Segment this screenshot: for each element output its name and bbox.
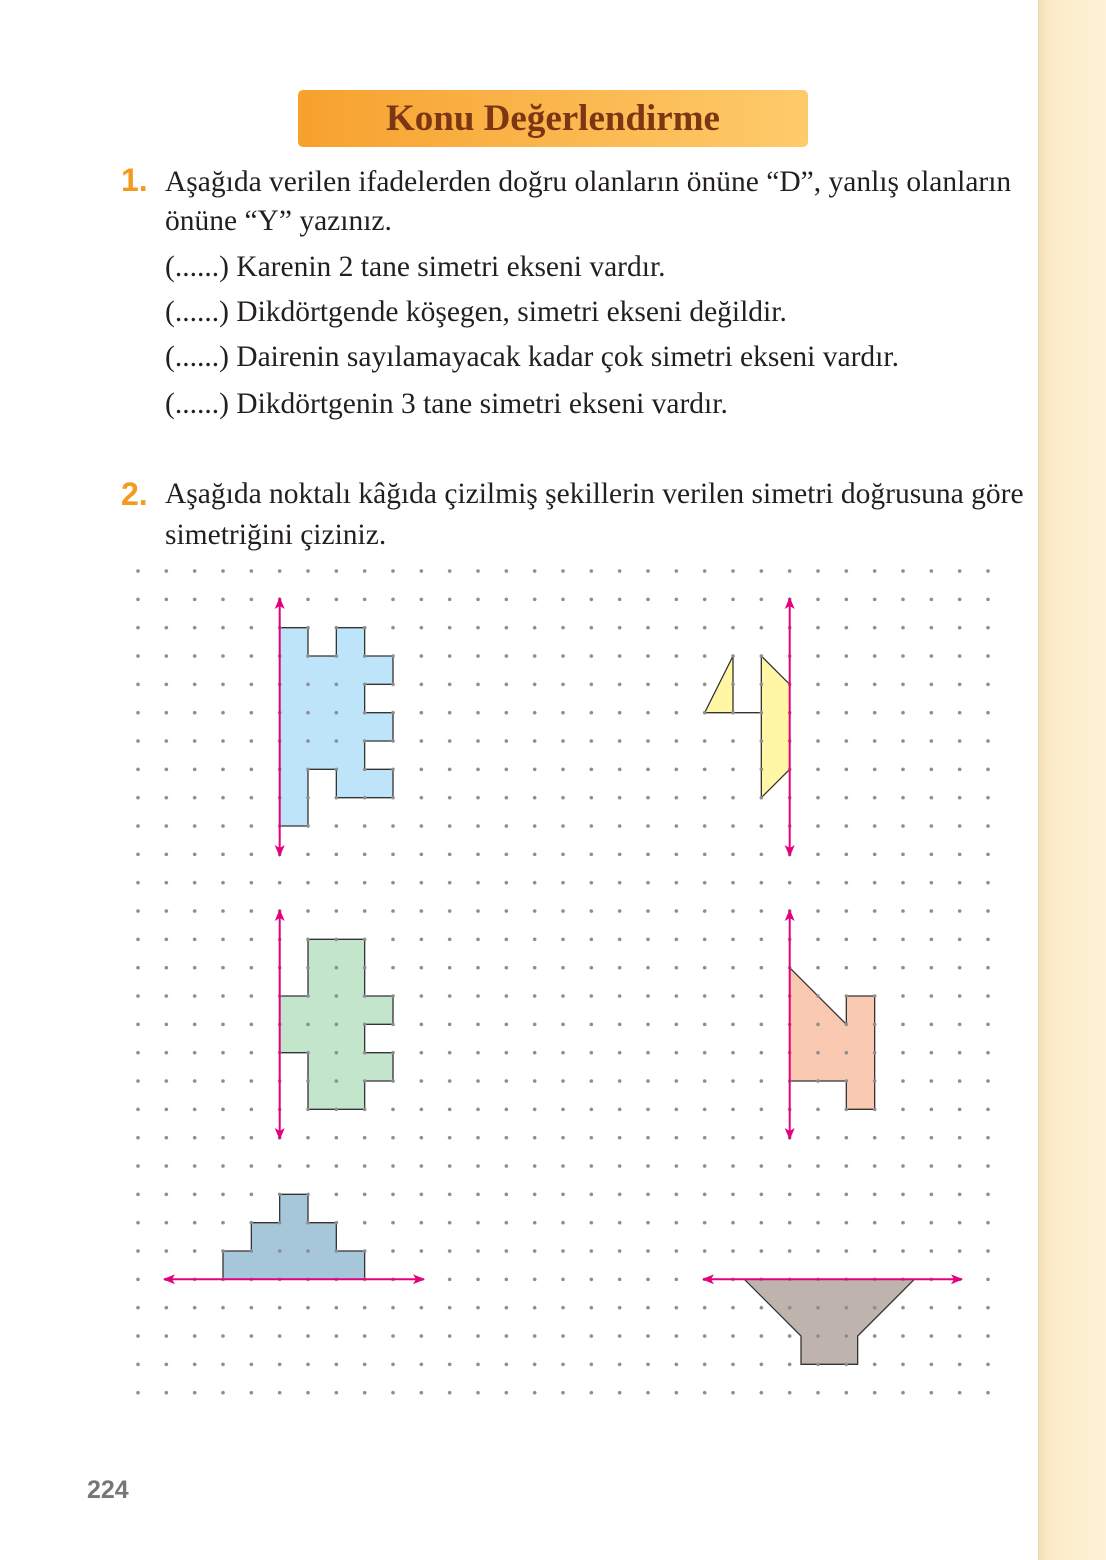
figure-2-triangle-shape bbox=[705, 656, 733, 713]
page-number: 224 bbox=[87, 1476, 129, 1504]
question-2-number: 2. bbox=[121, 476, 148, 512]
statement-item: (......) Dikdörtgende köşegen, simetri ekseni değildir. bbox=[165, 296, 787, 328]
figure-4-shape bbox=[790, 968, 875, 1110]
figure-2-trapezoid-shape bbox=[761, 656, 789, 798]
question-1-number: 1. bbox=[121, 162, 148, 198]
dot-grid bbox=[124, 557, 1002, 1407]
statement-item: (......) Dikdörtgenin 3 tane simetri ekseni vardır. bbox=[165, 388, 728, 420]
figure-6-funnel-shape bbox=[744, 1279, 914, 1364]
figure-3-shape bbox=[280, 939, 393, 1109]
title-banner bbox=[298, 90, 808, 147]
question-2-prompt-line: simetriğini çiziniz. bbox=[165, 519, 387, 551]
page-margin-strip bbox=[1038, 0, 1106, 1560]
figure-1-shape bbox=[280, 628, 393, 826]
question-2-prompt-line: Aşağıda noktalı kâğıda çizilmiş şekillerin verilen simetri doğrusuna göre bbox=[165, 478, 1024, 510]
statement-item: (......) Karenin 2 tane simetri ekseni vardır. bbox=[165, 251, 666, 283]
page-title: Konu Değerlendirme bbox=[386, 98, 720, 139]
question-1-prompt-line: önüne “Y” yazınız. bbox=[165, 205, 392, 237]
statement-item: (......) Dairenin sayılamayacak kadar çok simetri ekseni vardır. bbox=[165, 341, 899, 373]
figure-5-staircase-shape bbox=[223, 1194, 365, 1279]
question-1-prompt-line: Aşağıda verilen ifadelerden doğru olanların önüne “D”, yanlış olanların bbox=[165, 166, 1012, 198]
